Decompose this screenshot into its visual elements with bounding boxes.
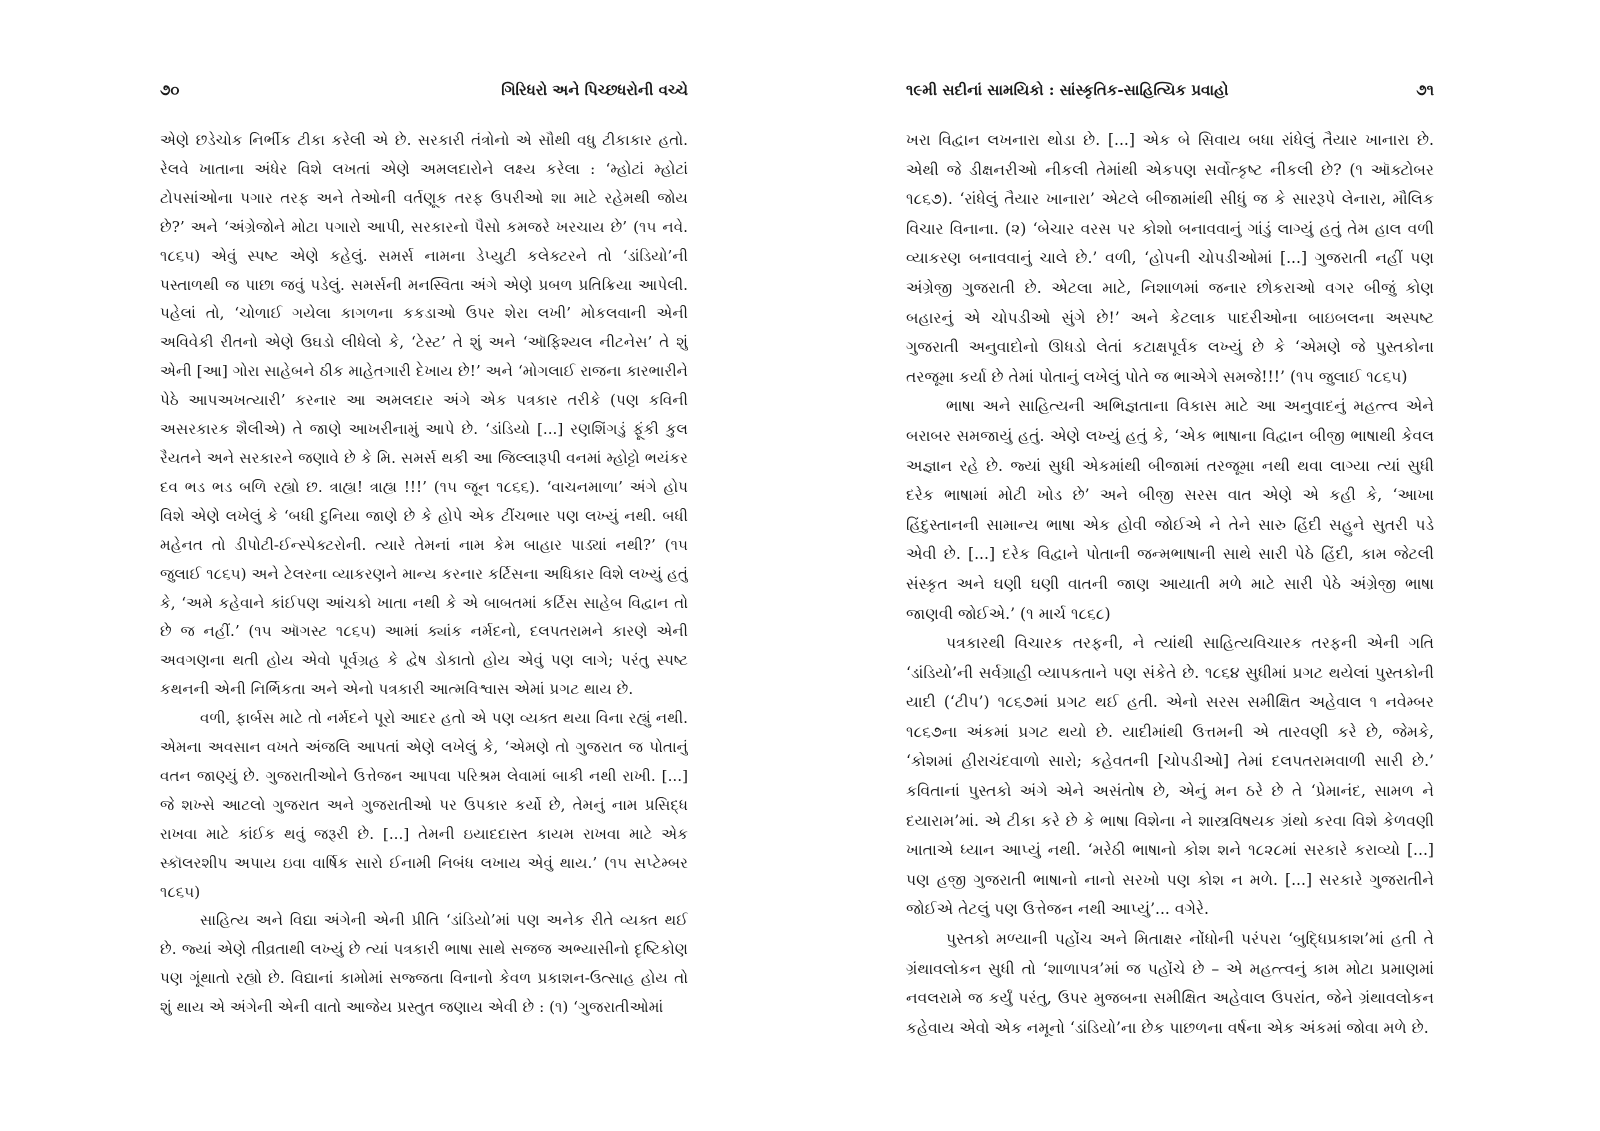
left-page [160, 0, 688, 1131]
right-paragraph-1: ખરા વિદ્વાન લખનારા થોડા છે. [...] એક બે સિવાય બધા રાંધેલું તૈયાર ખાનારા છે. એથી જે ડીક્ષનરીઓ નીકલી તેમાંથી એકપણ સર્વોત્કૃષ્ટ નીકલી છે? (૧ ઑક્ટોબર ૧૮૬૭). ‘રાંધેલું તૈયાર ખાનારા’ એટલે બીજામાંથી સીધું જ કે સારરૂપે લેનારા, મૌલિક વિચાર વિનાના. (૨) ‘બેચાર વરસ પર કોશો બનાવવાનું ગાંડું લાગ્યું હતું તેમ હાલ વળી વ્યાકરણ બનાવવાનું ચાલે છે.’ વળી, ‘હોપની ચોપડીઓમાં [...] ગુજરાતી નહીં પણ અંગ્રેજી ગુજરાતી છે. એટલા માટે, નિશાળમાં જનાર છોકરાઓ વગર બીજું કોણ બહારનું એ ચોપડીઓ સુંગે છે!’ અને કેટલાક પાદરીઓના બાઇબલના અસ્પષ્ટ ગુજરાતી અનુવાદોનો ઊધડો લેતાં કટાક્ષપૂર્વક લખ્યું છે કે ‘એમણે જે પુસ્તકોના તરજૂમા કર્યા છે તેમાં પોતાનું લખેલું પોતે જ ભાએગે સમજે!!!’ (૧૫ જુલાઈ ૧૮૬૫) [906, 131, 1434, 386]
left-body-text [160, 126, 688, 1066]
right-page [906, 0, 1434, 1131]
right-page-number: ૭૧ [1416, 81, 1434, 99]
right-running-head [906, 78, 1434, 102]
left-running-title: ગિરિધરો અને પિચ્છધરોની વચ્ચે [501, 81, 688, 99]
right-paragraph-3: પત્રકારથી વિચારક તરફની, ને ત્યાંથી સાહિત્યવિચારક તરફની એની ગતિ ‘ડાંડિયો’ની સર્વગ્રાહી વ્યાપકતાને પણ સંકેતે છે. ૧૮૬૪ સુધીમાં પ્રગટ થયેલાં પુસ્તકોની યાદી (‘ટીપ’) ૧૮૬૭માં પ્રગટ થઈ હતી. એનો સરસ સમીક્ષિત અહેવાલ ૧ નવેમ્બર ૧૮૬૭ના અંકમાં પ્રગટ થયો છે. યાદીમાંથી ઉત્તમની એ તારવણી કરે છે, જેમકે, ‘કોશમાં હીરાચંદવાળો સારો; કહેવતની [ચોપડીઓ] તેમાં દલપતરામવાળી સારી છે.’ કવિતાનાં પુસ્તકો અંગે એને અસંતોષ છે, એનું મન ઠરે છે તે ‘પ્રેમાનંદ, સામળ ને દયારામ’માં. એ ટીકા કરે છે કે ભાષા વિશેના ને શાસ્ત્રવિષયક ગ્રંથો કરવા વિશે કેળવણી ખાતાએ ધ્યાન આપ્યું નથી. ‘મરેઠી ભાષાનો કોશ શને ૧૮૨૮માં સરકારે કરાવ્યો [...] પણ હજી ગુજરાતી ભાષાનો નાનો સરખો પણ કોશ ન મળે. [...] સરકારે ગુજરાતીને જોઈએ તેટલું પણ ઉત્તેજન નથી આપ્યું’... વગેરે. [906, 634, 1434, 919]
left-page-number: ૭૦ [160, 81, 180, 99]
right-paragraph-2: ભાષા અને સાહિત્યની અભિજ્ઞતાના વિકાસ માટે આ અનુવાદનું મહત્ત્વ એને બરાબર સમજાયું હતું. એણે લખ્યું હતું કે, ‘એક ભાષાના વિદ્વાન બીજી ભાષાથી કેવલ અજ્ઞાન રહે છે. જ્યાં સુધી એકમાંથી બીજામાં તરજૂમા નથી થવા લાગ્યા ત્યાં સુધી દરેક ભાષામાં મોટી ખોડ છે’ અને બીજી સરસ વાત એણે એ કહી કે, ‘આખા હિંદુસ્તાનની સામાન્ય ભાષા એક હોવી જોઈએ ને તેને સારુ હિંદી સહુને સુતરી પડે એવી છે. [...] દરેક વિદ્વાને પોતાની જન્મભાષાની સાથે સારી પેઠે હિંદી, કામ જેટલી સંસ્કૃત અને ઘણી ઘણી વાતની જાણ આયાતી મળે માટે સારી પેઠે અંગ્રેજી ભાષા જાણવી જોઈએ.’ (૧ માર્ચ ૧૮૬૮) [906, 397, 1434, 623]
right-body-text [906, 126, 1434, 1066]
right-paragraph-4: પુસ્તકો મળ્યાની પહોંચ અને મિતાક્ષર નોંધોની પરંપરા ‘બુદ્ધિપ્રકાશ’માં હતી તે ગ્રંથાવલોકન સુધી તો ‘શાળાપત્ર’માં જ પહોંચે છે – એ મહત્ત્વનું કામ મોટા પ્રમાણમાં નવલરામે જ કર્યું પરંતુ, ઉપર મુજબના સમીક્ષિત અહેવાલ ઉપરાંત, જેને ગ્રંથાવલોકન કહેવાય એવો એક નમૂનો ‘ડાંડિયો’ના છેક પાછળના વર્ષના એક અંકમાં જોવા મળે છે. [906, 930, 1434, 1037]
left-paragraph-3: સાહિત્ય અને વિદ્યા અંગેની એની પ્રીતિ ‘ડાંડિયો’માં પણ અનેક રીતે વ્યક્ત થઈ છે. જ્યાં એણે તીવ્રતાથી લખ્યું છે ત્યાં પત્રકારી ભાષા સાથે સજજ અભ્યાસીનો દૃષ્ટિકોણ પણ ગૂંથાતો રહ્યો છે. વિદ્યાનાં કામોમાં સજ્જતા વિનાનો કેવળ પ્રકાશન-ઉત્સાહ હોય તો શું થાય એ અંગેની એની વાતો આજેય પ્રસ્તુત જણાય એવી છે : (૧) ‘ગુજરાતીઓમાં [160, 911, 688, 1017]
right-running-title: ૧૯મી સદીનાં સામયિકો : સાંસ્કૃતિક-સાહિત્યિક પ્રવાહો [906, 81, 1229, 99]
left-running-head [160, 78, 688, 102]
left-paragraph-1: એણે છડેચોક નિર્ભીક ટીકા કરેલી એ છે. સરકારી તંત્રોનો એ સૌથી વધુ ટીકાકાર હતો. રેલવે ખાતાના અંધેર વિશે લખતાં એણે અમલદારોને લક્ષ્ય કરેલા : ‘મ્હોટાં મ્હોટાં ટોપસાંઓના પગાર તરફ અને તેઓની વર્તણૂક તરફ ઉપરીઓ શા માટે રહેમથી જોય છે?’ અને ‘અંગ્રેજોને મોટા પગારો આપી, સરકારનો પૈસો કમજરે ખરચાય છે’ (૧૫ નવે. ૧૮૬૫) એવું સ્પષ્ટ એણે કહેલું. સમર્સ નામના ડેપ્યુટી કલેક્ટરને તો ‘ડાંડિયો’ની પસ્તાળથી જ પાછા જવું પડેલું. સમર્સની મનસ્વિતા અંગે એણે પ્રબળ પ્રતિક્રિયા આપેલી. પહેલાં તો, ‘ચોળાઈ ગયેલા કાગળના કકડાઓ ઉપર શેરા લખી’ મોકલવાની એની અવિવેકી રીતનો એણે ઉઘડો લીધેલો કે, ‘ટેસ્ટ’ તે શું અને ‘ઑફિશ્યલ નીટનેસ’ તે શું એની [આ] ગોરા સાહેબને ઠીક માહેતગારી દેખાય છે!’ અને ‘મોગલાઈ રાજના કારભારીને પેઠે આપઅખત્યારી’ કરનાર આ અમલદાર અંગે એક પત્રકાર તરીકે (પણ કવિની અસરકારક શૈલીએ) તે જાણે આખરીનામું આપે છે. ‘ડાંડિયો [...] રણશિંગડું ફૂંકી કુલ રૈયતને અને સરકારને જણાવે છે કે મિ. સમર્સ થકી આ જિલ્લારૂપી વનમાં મ્હોટ્ટો ભયંકર દવ ભડ ભડ બળિ રહ્યો છ. ત્રાહ્ય! ત્રાહ્ય !!!’ (૧૫ જૂન ૧૮૬૬). ‘વાચનમાળા’ અંગે હોપ વિશે એણે લખેલું કે ‘બધી દુનિયા જાણે છે કે હોપે એક ટીંચભાર પણ લખ્યું નથી. બધી મહેનત તો ડીપોટી-ઈન્સ્પેક્ટરોની. ત્યારે તેમનાં નામ કેમ બાહાર પાડ્યાં નથી?’ (૧૫ જુલાઈ ૧૮૬૫) અને ટેલરના વ્યાકરણને માન્ય કરનાર કર્ટિસના અધિકાર વિશે લખ્યું હતું કે, ‘અમે કહેવાને કાંઈપણ આંચકો ખાતા નથી કે એ બાબતમાં કર્ટિસ સાહેબ વિદ્વાન તો છે જ નહીં.’ (૧૫ ઑગસ્ટ ૧૮૬૫) આમાં ક્યાંક નર્મદનો, દલપતરામને કારણે એની અવગણના થતી હોય એવો પૂર્વગ્રહ કે દ્વેષ ડોકાતો હોય એવું પણ લાગે; પરંતુ સ્પષ્ટ કથનની એની નિર્ભિકતા અને એનો પત્રકારી આત્મવિશ્વાસ એમાં પ્રગટ થાય છે. [160, 131, 688, 699]
left-paragraph-2: વળી, ફાર્બસ માટે તો નર્મદને પૂરો આદર હતો એ પણ વ્યક્ત થયા વિના રહ્યું નથી. એમના અવસાન વખતે અંજલિ આપતાં એણે લખેલું કે, ‘એમણે તો ગુજરાત જ પોતાનું વતન જાણ્યું છે. ગુજરાતીઓને ઉત્તેજન આપવા પરિશ્રમ લેવામાં બાકી નથી રાખી. [...] જે શખ્સે આટલો ગુજરાત અને ગુજરાતીઓ પર ઉપકાર કર્યો છે, તેમનું નામ પ્રસિદ્ધ રાખવા માટે કાંઈક થવું જરૂરી છે. [...] તેમની ઇયાદદાસ્ત કાયમ રાખવા માટે એક સ્કૉલરશીપ અપાય ઇવા વાર્ષિક સારો ઈનામી નિબંધ લખાય એવું થાય.’ (૧૫ સપ્ટેમ્બર ૧૮૬૫) [160, 709, 688, 901]
